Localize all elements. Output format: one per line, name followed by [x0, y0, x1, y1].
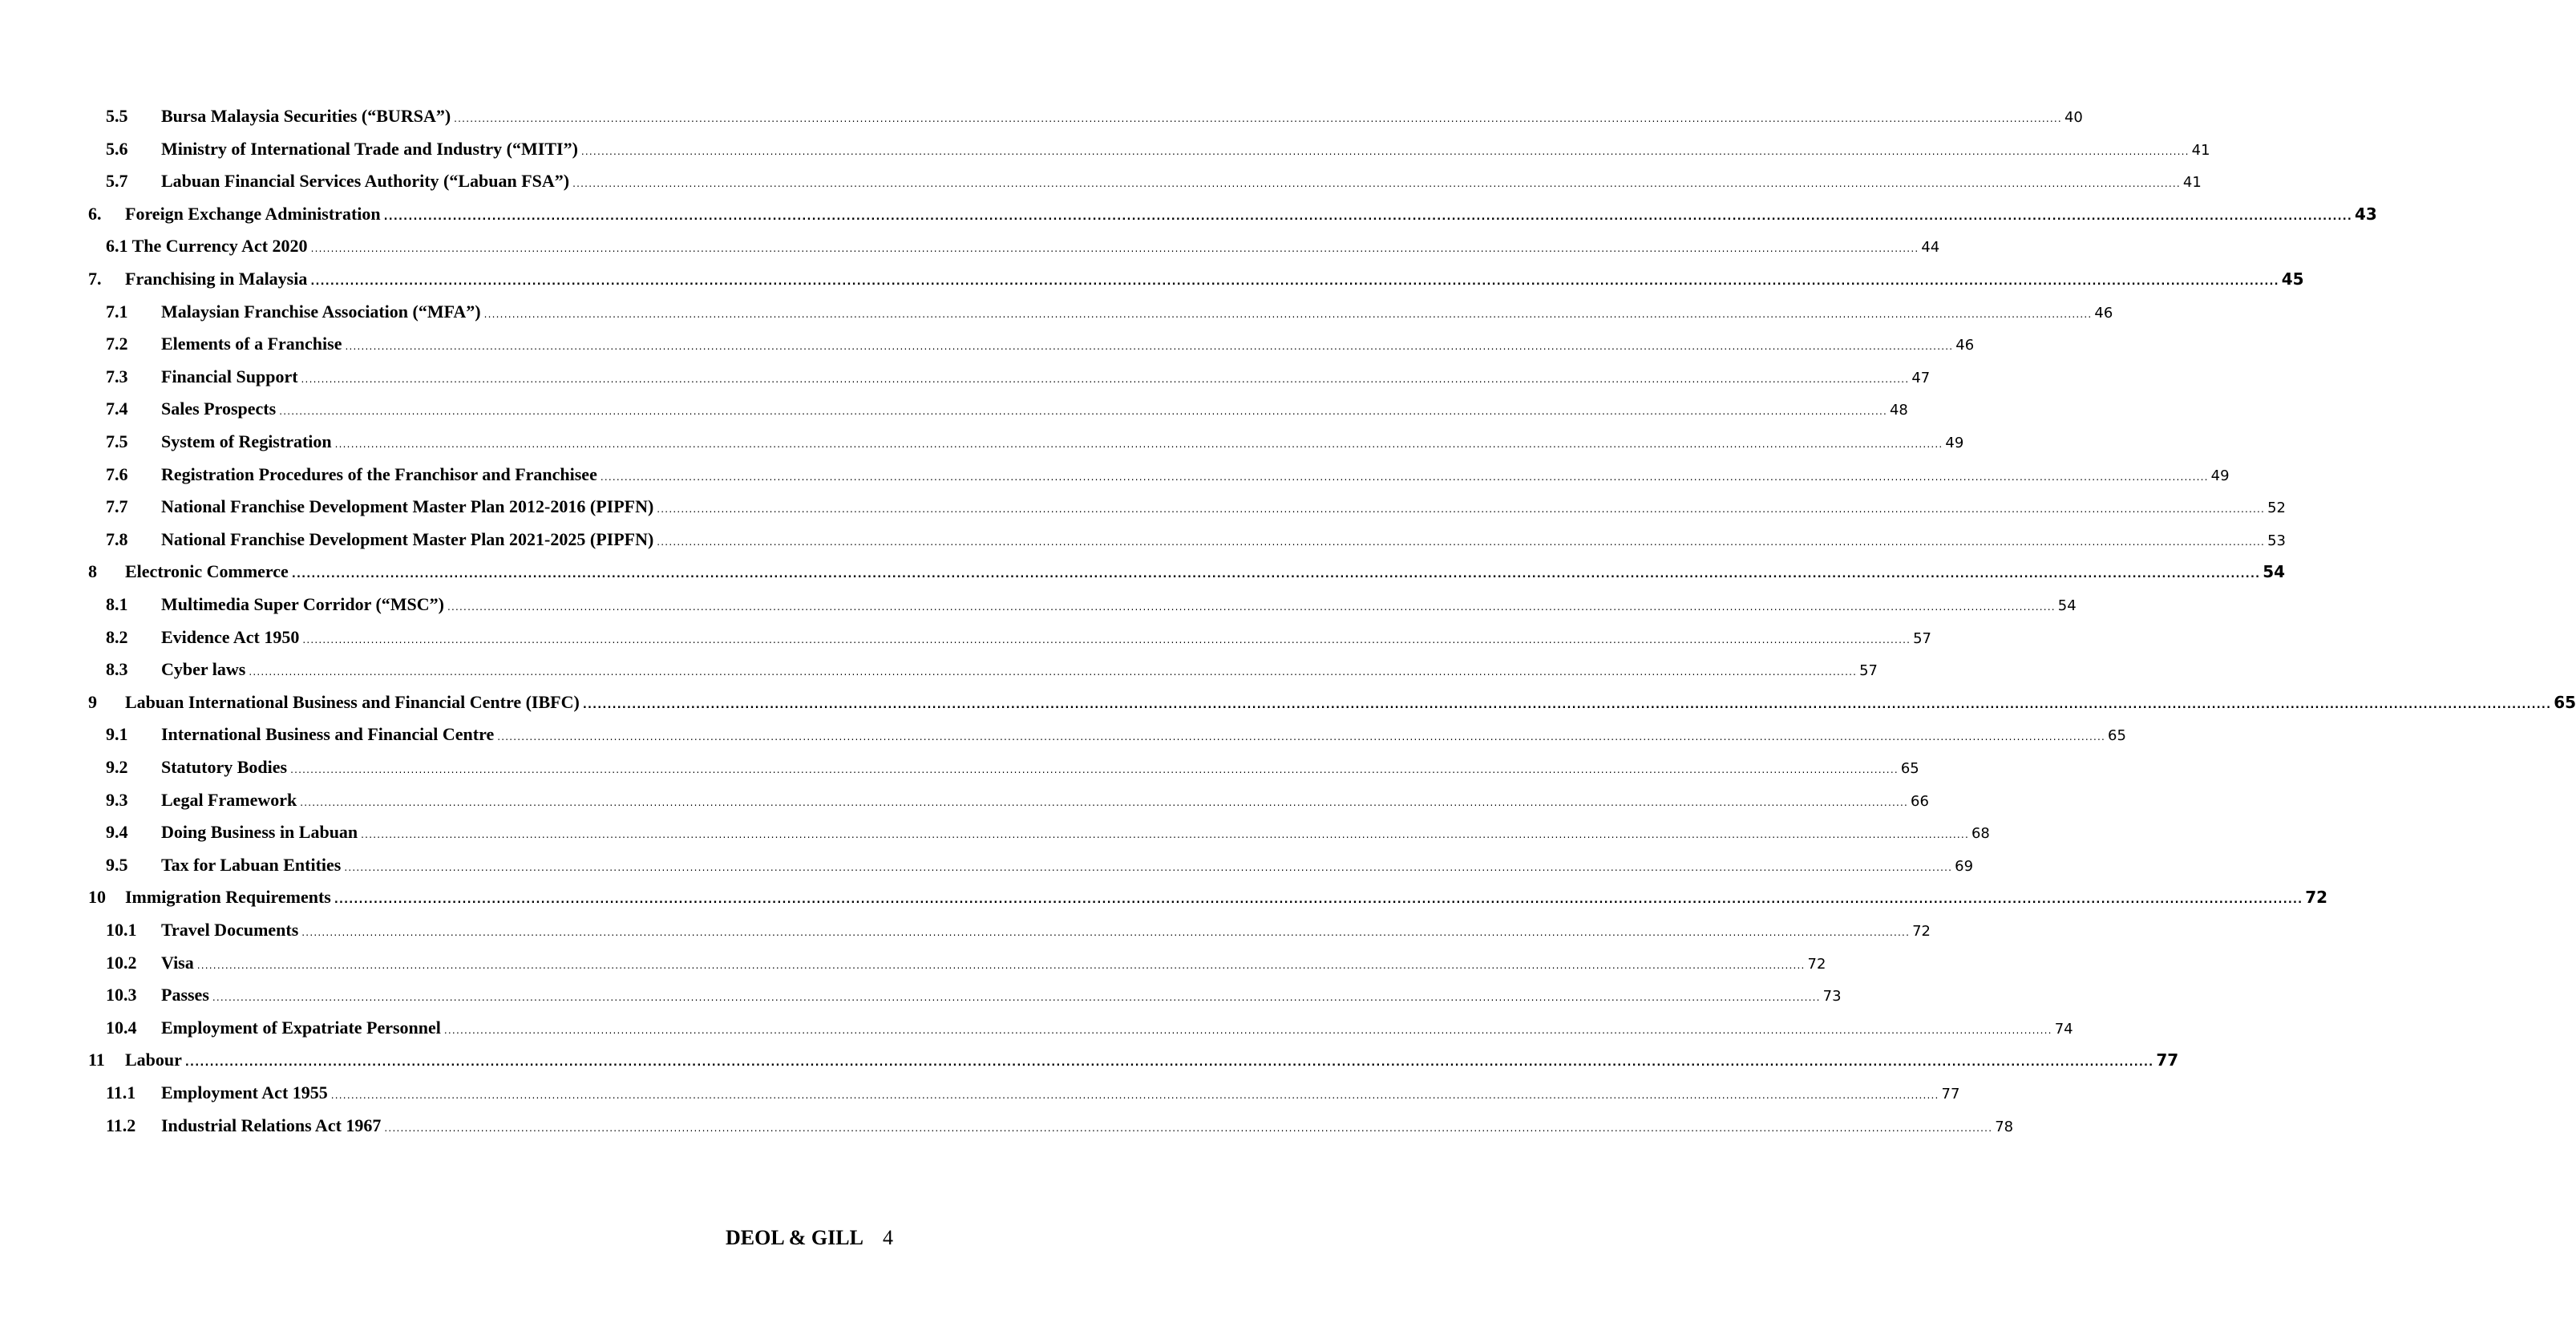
toc-entry-title: Visa	[161, 952, 194, 973]
toc-entry-title: Doing Business in Labuan	[161, 822, 358, 843]
toc-entry-page: 46	[2094, 304, 2113, 322]
toc-entry-number: 5.5	[106, 106, 128, 126]
toc-entry[interactable]	[0, 822, 1990, 846]
toc-entry-title: Industrial Relations Act 1967	[161, 1115, 382, 1135]
toc-entry-title: Passes	[161, 985, 209, 1005]
toc-dot-leader: ................................................................................................................................................................................................................................................................................................................................................................................................................	[582, 698, 2552, 711]
toc-entry-title: Cyber laws	[161, 659, 246, 680]
footer-page-number: 4	[882, 1226, 893, 1249]
toc-entry-title: Malaysian Franchise Association (“MFA”)	[161, 301, 481, 322]
toc-entry-title: Elements of a Franchise	[161, 334, 342, 354]
toc-dot-leader: ................................................................................................................................................................................................................................................................................................................................................................................................................	[454, 113, 2062, 124]
toc-dot-leader: ................................................................................................................................................................................................................................................................................................................................................................................................................	[447, 601, 2056, 613]
toc-entry-number: 7.6	[106, 463, 128, 484]
toc-entry-number: 7.8	[106, 528, 128, 549]
toc-entry-page: 74	[2054, 1020, 2073, 1038]
toc-dot-leader: ................................................................................................................................................................................................................................................................................................................................................................................................................	[443, 1024, 2052, 1036]
toc-dot-leader: ................................................................................................................................................................................................................................................................................................................................................................................................................	[344, 861, 1953, 873]
toc-entry-page: 46	[1955, 337, 1975, 354]
toc-entry[interactable]	[0, 594, 2077, 618]
toc-entry-title: Employment of Expatriate Personnel	[161, 1017, 441, 1038]
toc-entry-number: 11.2	[106, 1115, 136, 1135]
toc-entry[interactable]	[0, 431, 1964, 455]
toc-entry-number: 7.1	[106, 301, 128, 322]
toc-entry-page: 77	[1941, 1086, 1960, 1102]
toc-dot-leader: ................................................................................................................................................................................................................................................................................................................................................................................................................	[302, 633, 1911, 645]
toc-entry[interactable]	[0, 789, 1929, 814]
toc-entry-page: 48	[1889, 402, 1908, 419]
toc-entry[interactable]	[0, 301, 2113, 326]
toc-dot-leader: ................................................................................................................................................................................................................................................................................................................................................................................................................	[361, 829, 1969, 841]
toc-entry-number: 10.2	[106, 952, 137, 973]
toc-entry-number: 8.1	[106, 594, 128, 614]
toc-entry-title: International Business and Financial Centre	[161, 724, 495, 745]
toc-entry[interactable]	[0, 952, 1826, 977]
toc-entry-page: 68	[1971, 825, 1990, 843]
toc-entry-title: 6.1 The Currency Act 2020	[106, 236, 308, 257]
toc-entry-page: 54	[2057, 597, 2077, 614]
toc-entry-page: 78	[1995, 1118, 2014, 1135]
toc-entry-number: 10.1	[106, 920, 137, 940]
toc-entry[interactable]	[0, 659, 1878, 683]
toc-dot-leader: ................................................................................................................................................................................................................................................................................................................................................................................................................	[657, 536, 2266, 548]
toc-entry-number: 7.4	[106, 399, 128, 419]
toc-entry-title: Ministry of International Trade and Industry (“MITI”)	[161, 138, 578, 159]
toc-entry-page: 45	[2281, 269, 2304, 289]
toc-entry-page: 69	[1955, 857, 1974, 875]
toc-entry-number: 8.2	[106, 626, 128, 647]
toc-entry-title: Statutory Bodies	[161, 757, 288, 777]
toc-entry-number: 7.7	[106, 496, 128, 517]
toc-entry-title: Labour	[125, 1050, 182, 1070]
toc-dot-leader: ................................................................................................................................................................................................................................................................................................................................................................................................................	[657, 504, 2266, 516]
toc-entry-number: 9.2	[106, 757, 128, 777]
toc-entry[interactable]	[0, 1050, 2179, 1074]
toc-dot-leader: ................................................................................................................................................................................................................................................................................................................................................................................................................	[301, 927, 1911, 938]
toc-dot-leader: ................................................................................................................................................................................................................................................................................................................................................................................................................	[384, 1122, 1993, 1134]
toc-entry[interactable]	[0, 463, 2230, 488]
toc-entry-page: 49	[2210, 467, 2230, 484]
toc-entry-page: 65	[1900, 760, 1919, 777]
toc-dot-leader: ................................................................................................................................................................................................................................................................................................................................................................................................................	[497, 731, 2105, 743]
toc-dot-leader: ................................................................................................................................................................................................................................................................................................................................................................................................................	[334, 439, 1943, 450]
toc-dot-leader: ................................................................................................................................................................................................................................................................................................................................................................................................................	[580, 145, 2190, 157]
toc-entry-title: Legal Framework	[161, 789, 297, 810]
toc-entry-title: Immigration Requirements	[125, 887, 331, 908]
toc-entry-number: 7.5	[106, 431, 128, 451]
toc-entry[interactable]	[0, 1082, 1960, 1107]
toc-entry-page: 66	[1911, 792, 1929, 810]
toc-entry-page: 53	[2267, 532, 2286, 549]
toc-entry-title: Foreign Exchange Administration	[125, 203, 381, 224]
toc-entry[interactable]	[0, 203, 2377, 228]
toc-entry[interactable]	[0, 985, 1842, 1009]
toc-entry-title: Multimedia Super Corridor (“MSC”)	[161, 594, 444, 614]
toc-entry[interactable]	[0, 691, 2576, 716]
toc-entry-title: National Franchise Development Master Plan 2021-2025 (PIPFN)	[161, 528, 654, 549]
toc-entry-page: 57	[1859, 662, 1878, 680]
toc-entry-number: 8	[88, 561, 97, 582]
toc-dot-leader: ................................................................................................................................................................................................................................................................................................................................................................................................................	[483, 308, 2093, 320]
toc-entry-number: 10.4	[106, 1017, 137, 1038]
toc-entry[interactable]	[0, 854, 1974, 879]
toc-entry-page: 72	[1807, 955, 1826, 973]
toc-dot-leader: ................................................................................................................................................................................................................................................................................................................................................................................................................	[383, 210, 2353, 223]
toc-entry-number: 5.6	[106, 138, 128, 159]
toc-dot-leader: ................................................................................................................................................................................................................................................................................................................................................................................................................	[301, 373, 1910, 385]
toc-entry-page: 41	[2182, 174, 2202, 192]
toc-entry-page: 65	[2554, 692, 2576, 712]
page-footer	[726, 1226, 893, 1255]
toc-entry[interactable]	[0, 496, 2286, 520]
toc-entry-page: 54	[2263, 562, 2286, 582]
toc-dot-leader: ................................................................................................................................................................................................................................................................................................................................................................................................................	[212, 992, 1821, 1004]
toc-entry[interactable]	[0, 399, 1908, 423]
toc-entry-number: 9.5	[106, 854, 128, 875]
toc-dot-leader: ................................................................................................................................................................................................................................................................................................................................................................................................................	[345, 341, 1954, 353]
toc-entry-number: 5.7	[106, 171, 128, 192]
toc-entry-title: Labuan Financial Services Authority (“Labuan FSA”)	[161, 171, 570, 192]
toc-entry-page: 72	[2305, 888, 2328, 908]
toc-entry-title: System of Registration	[161, 431, 332, 451]
toc-entry-page: 73	[1822, 988, 1842, 1005]
toc-entry-title: Tax for Labuan Entities	[161, 854, 342, 875]
toc-entry-number: 9.4	[106, 822, 128, 843]
toc-dot-leader: ................................................................................................................................................................................................................................................................................................................................................................................................................	[572, 178, 2181, 190]
toc-entry-number: 9.3	[106, 789, 128, 810]
toc-entry-number: 10.3	[106, 985, 137, 1005]
toc-entry-page: 57	[1913, 629, 1932, 647]
footer-brand: DEOL & GILL	[726, 1226, 863, 1249]
toc-dot-leader: ................................................................................................................................................................................................................................................................................................................................................................................................................	[249, 666, 1858, 678]
toc-entry-page: 72	[1912, 923, 1931, 940]
toc-entry-number: 9.1	[106, 724, 128, 745]
toc-entry[interactable]	[0, 269, 2304, 293]
toc-entry-page: 43	[2355, 204, 2377, 224]
toc-entry-title: Electronic Commerce	[125, 561, 289, 582]
toc-entry[interactable]	[0, 1115, 2014, 1139]
toc-entry[interactable]	[0, 626, 1932, 651]
toc-entry-number: 11.1	[106, 1082, 136, 1102]
toc-dot-leader: ................................................................................................................................................................................................................................................................................................................................................................................................................	[330, 1090, 1939, 1101]
toc-entry[interactable]	[0, 138, 2210, 163]
toc-entry-page: 77	[2156, 1050, 2179, 1070]
toc-entry-number: 7.	[88, 269, 102, 289]
toc-entry-page: 47	[1911, 369, 1931, 386]
toc-entry-title: Financial Support	[161, 366, 298, 386]
toc-dot-leader: ................................................................................................................................................................................................................................................................................................................................................................................................................	[300, 796, 1909, 808]
toc-entry-page: 49	[1945, 435, 1964, 451]
toc-entry-number: 6.	[88, 203, 102, 224]
toc-entry[interactable]	[0, 171, 2202, 195]
toc-entry-title: Labuan International Business and Financial Centre (IBFC)	[125, 691, 580, 712]
toc-entry[interactable]	[0, 920, 1931, 944]
toc-entry-number: 7.2	[106, 334, 128, 354]
toc-entry[interactable]	[0, 1017, 2073, 1042]
toc-entry-page: 65	[2108, 727, 2126, 745]
toc-entry-title: Employment Act 1955	[161, 1082, 328, 1102]
toc-entry[interactable]	[0, 757, 1919, 781]
toc-entry-page: 41	[2191, 141, 2210, 159]
toc-dot-leader: ................................................................................................................................................................................................................................................................................................................................................................................................................	[310, 243, 1919, 255]
toc-dot-leader: ................................................................................................................................................................................................................................................................................................................................................................................................................	[279, 406, 1887, 418]
toc-dot-leader: ................................................................................................................................................................................................................................................................................................................................................................................................................	[291, 568, 2261, 581]
toc-entry-title: Bursa Malaysia Securities (“BURSA”)	[161, 106, 451, 126]
toc-dot-leader: ................................................................................................................................................................................................................................................................................................................................................................................................................	[290, 764, 1899, 775]
toc-entry[interactable]	[0, 366, 1931, 390]
toc-entry[interactable]	[0, 528, 2286, 553]
toc-entry-title: Franchising in Malaysia	[125, 269, 308, 289]
toc-entry-number: 10	[88, 887, 106, 908]
toc-entry-number: 11	[88, 1050, 105, 1070]
toc-dot-leader: ................................................................................................................................................................................................................................................................................................................................................................................................................	[196, 959, 1806, 971]
toc-dot-leader: ................................................................................................................................................................................................................................................................................................................................................................................................................	[334, 894, 2303, 907]
toc-entry-title: Evidence Act 1950	[161, 626, 300, 647]
toc-entry[interactable]	[0, 561, 2286, 585]
toc-entry-title: Registration Procedures of the Franchisor and Franchisee	[161, 463, 597, 484]
toc-dot-leader: ................................................................................................................................................................................................................................................................................................................................................................................................................	[600, 471, 2209, 483]
toc-entry[interactable]	[0, 236, 1940, 260]
toc-dot-leader: ................................................................................................................................................................................................................................................................................................................................................................................................................	[310, 276, 2279, 288]
toc-entry-number: 9	[88, 691, 97, 712]
toc-entry[interactable]	[0, 334, 1975, 358]
toc-entry[interactable]	[0, 106, 2083, 130]
toc-entry-page: 40	[2064, 109, 2083, 126]
toc-entry-number: 8.3	[106, 659, 128, 680]
toc-entry[interactable]	[0, 887, 2328, 911]
toc-entry-title: Travel Documents	[161, 920, 299, 940]
toc-entry-title: Sales Prospects	[161, 399, 277, 419]
toc-entry-page: 52	[2267, 500, 2286, 517]
toc-entry-number: 7.3	[106, 366, 128, 386]
toc-entry-title: National Franchise Development Master Plan 2012-2016 (PIPFN)	[161, 496, 654, 517]
toc-entry[interactable]	[0, 724, 2126, 748]
toc-entry-page: 44	[1921, 239, 1940, 257]
toc-dot-leader: ................................................................................................................................................................................................................................................................................................................................................................................................................	[184, 1057, 2154, 1070]
